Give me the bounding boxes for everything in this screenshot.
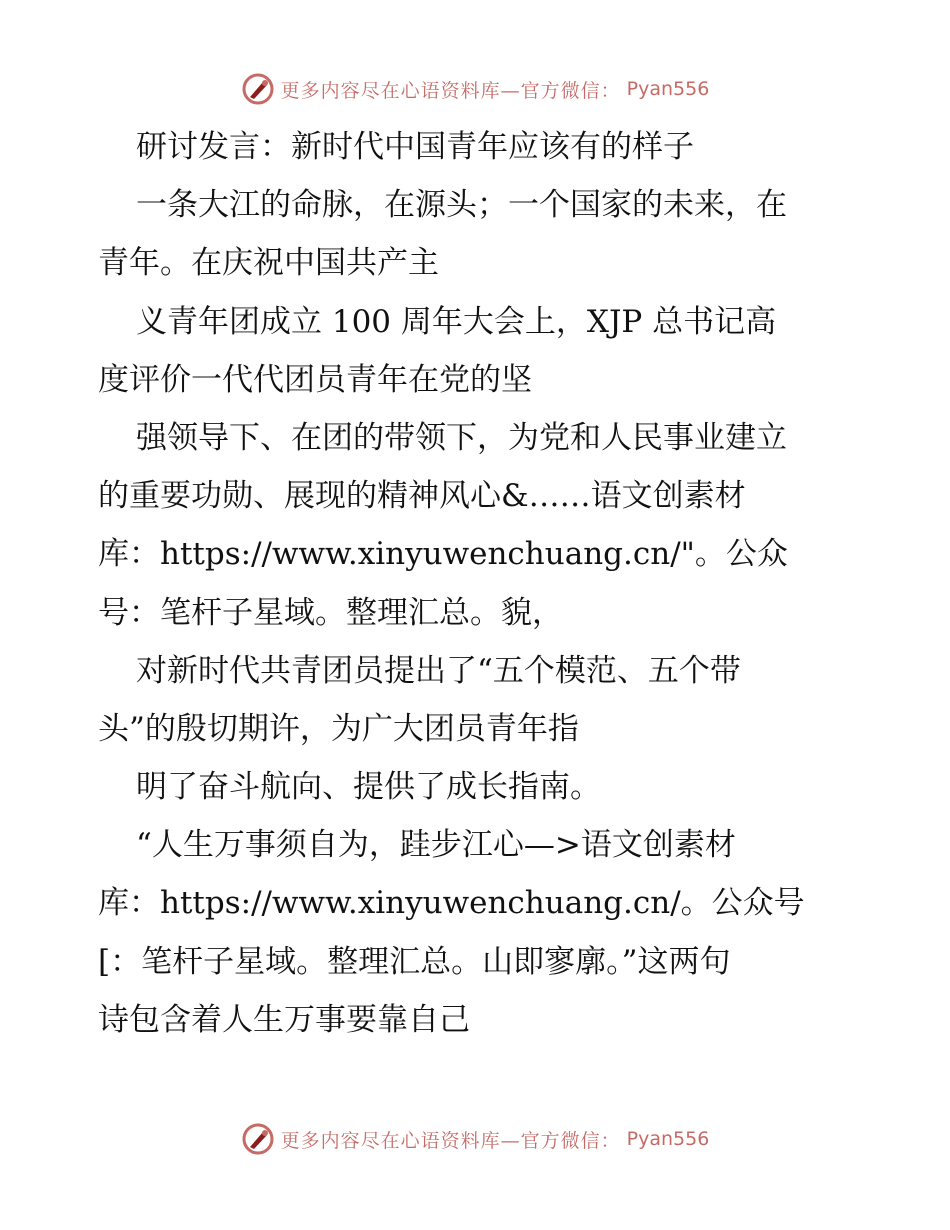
watermark-text: 更多内容尽在心语资料库—官方微信： [280, 1129, 621, 1152]
text-line: 号：笔杆子星域。整理汇总。貌， [98, 594, 563, 631]
document-body [98, 118, 858, 1049]
text-line: 头”的殷切期许，为广大团员青年指 [98, 710, 579, 747]
watermark-wechat-id: Pyan556 [626, 78, 710, 100]
pen-logo-icon [241, 1122, 275, 1156]
text-line: 的重要功勋、展现的精神风心&……语文创素材 [98, 478, 746, 515]
text-line: 明了奋斗航向、提供了成长指南。 [136, 769, 601, 806]
watermark-wechat-id: Pyan556 [626, 1128, 710, 1150]
text-line: 度评价一代代团员青年在党的坚 [98, 361, 532, 398]
text-line: “人生万事须自为，跬步江心—>语文创素材 [136, 827, 736, 864]
header-watermark [0, 72, 950, 106]
watermark-text: 更多内容尽在心语资料库—官方微信： [280, 79, 621, 102]
text-line: 库：https://www.xinyuwenchuang.cn/。公众号 [98, 885, 805, 922]
text-line: 强领导下、在团的带领下，为党和人民事业建立 [136, 419, 787, 456]
text-line: 研讨发言：新时代中国青年应该有的样子 [136, 129, 694, 165]
text-line: [：笔杆子星域。整理汇总。山即寥廓。”这两句 [98, 943, 731, 980]
text-line: 库：https://www.xinyuwenchuang.cn/"。公众 [98, 536, 788, 573]
text-line: 义青年团成立 100 周年大会上，XJP 总书记高 [136, 303, 777, 340]
text-line: 一条大江的命脉，在源头；一个国家的未来，在 [136, 187, 787, 224]
text-line: 青年。在庆祝中国共产主 [98, 245, 439, 282]
text-line: 诗包含着人生万事要靠自己 [98, 1001, 470, 1038]
pen-logo-icon [241, 72, 275, 106]
text-line: 对新时代共青团员提出了“五个模范、五个带 [136, 652, 741, 689]
footer-watermark [0, 1122, 950, 1156]
